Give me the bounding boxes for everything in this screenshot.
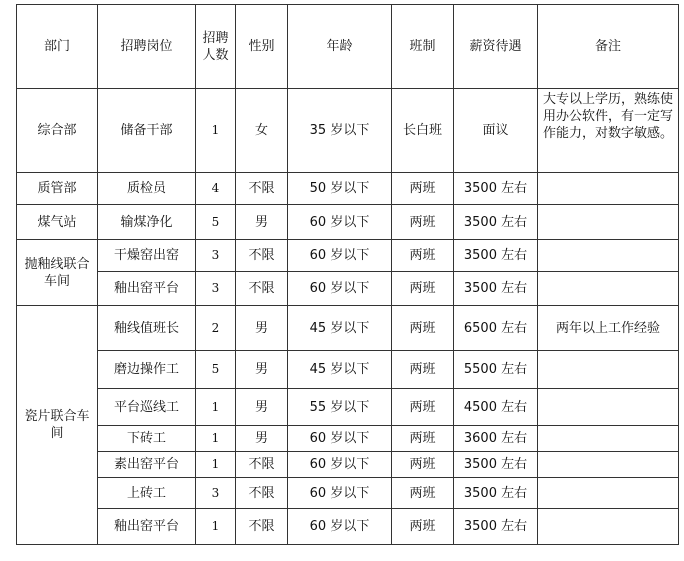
- gender-cell: 不限: [236, 173, 288, 205]
- table-row: [17, 205, 679, 240]
- age-cell: 45 岁以下: [288, 306, 392, 351]
- note-cell: [538, 240, 679, 272]
- shift-cell: 长白班: [392, 89, 454, 173]
- table-row: [17, 306, 679, 351]
- note-cell: [538, 351, 679, 389]
- position-cell: 储备干部: [98, 89, 196, 173]
- gender-cell: 不限: [236, 478, 288, 509]
- age-cell: 60 岁以下: [288, 205, 392, 240]
- note-cell: 两年以上工作经验: [538, 306, 679, 351]
- position-cell: 釉线值班长: [98, 306, 196, 351]
- shift-cell: 两班: [392, 509, 454, 545]
- position-cell: 釉出窑平台: [98, 272, 196, 306]
- age-cell: 50 岁以下: [288, 173, 392, 205]
- position-cell: 磨边操作工: [98, 351, 196, 389]
- age-cell: 55 岁以下: [288, 389, 392, 426]
- salary-cell: 3500 左右: [454, 478, 538, 509]
- count-cell: 5: [196, 205, 236, 240]
- shift-cell: 两班: [392, 389, 454, 426]
- header-shift: 班制: [392, 5, 454, 89]
- salary-cell: 面议: [454, 89, 538, 173]
- recruitment-table-container: [16, 4, 679, 545]
- table-row: [17, 509, 679, 545]
- header-row: [17, 5, 679, 89]
- salary-cell: 3500 左右: [454, 452, 538, 478]
- note-cell: [538, 389, 679, 426]
- shift-cell: 两班: [392, 351, 454, 389]
- salary-cell: 6500 左右: [454, 306, 538, 351]
- shift-cell: 两班: [392, 240, 454, 272]
- count-cell: 1: [196, 509, 236, 545]
- shift-cell: 两班: [392, 306, 454, 351]
- table-row: [17, 478, 679, 509]
- gender-cell: 男: [236, 426, 288, 452]
- gender-cell: 不限: [236, 509, 288, 545]
- dept-cell: 煤气站: [17, 205, 98, 240]
- position-cell: 釉出窑平台: [98, 509, 196, 545]
- shift-cell: 两班: [392, 272, 454, 306]
- gender-cell: 男: [236, 306, 288, 351]
- note-cell: [538, 478, 679, 509]
- note-cell: [538, 173, 679, 205]
- note-cell: [538, 452, 679, 478]
- note-cell: 大专以上学历，熟练使用办公软件，有一定写作能力，对数字敏感。: [538, 89, 679, 173]
- shift-cell: 两班: [392, 452, 454, 478]
- age-cell: 60 岁以下: [288, 426, 392, 452]
- table-row: [17, 426, 679, 452]
- gender-cell: 男: [236, 351, 288, 389]
- position-cell: 素出窑平台: [98, 452, 196, 478]
- header-age: 年龄: [288, 5, 392, 89]
- age-cell: 60 岁以下: [288, 272, 392, 306]
- shift-cell: 两班: [392, 173, 454, 205]
- age-cell: 45 岁以下: [288, 351, 392, 389]
- table-row: [17, 351, 679, 389]
- gender-cell: 女: [236, 89, 288, 173]
- dept-cell: 综合部: [17, 89, 98, 173]
- shift-cell: 两班: [392, 478, 454, 509]
- table-row: [17, 173, 679, 205]
- table-row: [17, 89, 679, 173]
- count-cell: 3: [196, 272, 236, 306]
- header-salary: 薪资待遇: [454, 5, 538, 89]
- age-cell: 60 岁以下: [288, 240, 392, 272]
- note-cell: [538, 205, 679, 240]
- count-cell: 4: [196, 173, 236, 205]
- position-cell: 上砖工: [98, 478, 196, 509]
- recruitment-table: [16, 4, 679, 545]
- count-cell: 3: [196, 478, 236, 509]
- age-cell: 60 岁以下: [288, 452, 392, 478]
- position-cell: 质检员: [98, 173, 196, 205]
- count-cell: 1: [196, 452, 236, 478]
- header-count: 招聘人数: [196, 5, 236, 89]
- count-cell: 5: [196, 351, 236, 389]
- count-cell: 3: [196, 240, 236, 272]
- salary-cell: 3600 左右: [454, 426, 538, 452]
- count-cell: 1: [196, 426, 236, 452]
- age-cell: 60 岁以下: [288, 509, 392, 545]
- table-row: [17, 389, 679, 426]
- note-cell: [538, 509, 679, 545]
- count-cell: 2: [196, 306, 236, 351]
- gender-cell: 不限: [236, 272, 288, 306]
- salary-cell: 5500 左右: [454, 351, 538, 389]
- shift-cell: 两班: [392, 426, 454, 452]
- salary-cell: 3500 左右: [454, 272, 538, 306]
- header-position: 招聘岗位: [98, 5, 196, 89]
- shift-cell: 两班: [392, 205, 454, 240]
- age-cell: 60 岁以下: [288, 478, 392, 509]
- table-row: [17, 452, 679, 478]
- salary-cell: 4500 左右: [454, 389, 538, 426]
- dept-cell: 抛釉线联合车间: [17, 240, 98, 306]
- gender-cell: 不限: [236, 452, 288, 478]
- salary-cell: 3500 左右: [454, 205, 538, 240]
- table-row: [17, 272, 679, 306]
- age-cell: 35 岁以下: [288, 89, 392, 173]
- count-cell: 1: [196, 89, 236, 173]
- salary-cell: 3500 左右: [454, 173, 538, 205]
- gender-cell: 男: [236, 389, 288, 426]
- gender-cell: 男: [236, 205, 288, 240]
- salary-cell: 3500 左右: [454, 509, 538, 545]
- dept-cell: 质管部: [17, 173, 98, 205]
- gender-cell: 不限: [236, 240, 288, 272]
- header-dept: 部门: [17, 5, 98, 89]
- count-cell: 1: [196, 389, 236, 426]
- position-cell: 输煤净化: [98, 205, 196, 240]
- position-cell: 下砖工: [98, 426, 196, 452]
- table-row: [17, 240, 679, 272]
- position-cell: 平台巡线工: [98, 389, 196, 426]
- note-cell: [538, 272, 679, 306]
- header-note: 备注: [538, 5, 679, 89]
- position-cell: 干燥窑出窑: [98, 240, 196, 272]
- dept-cell: 瓷片联合车间: [17, 306, 98, 545]
- header-gender: 性别: [236, 5, 288, 89]
- note-cell: [538, 426, 679, 452]
- salary-cell: 3500 左右: [454, 240, 538, 272]
